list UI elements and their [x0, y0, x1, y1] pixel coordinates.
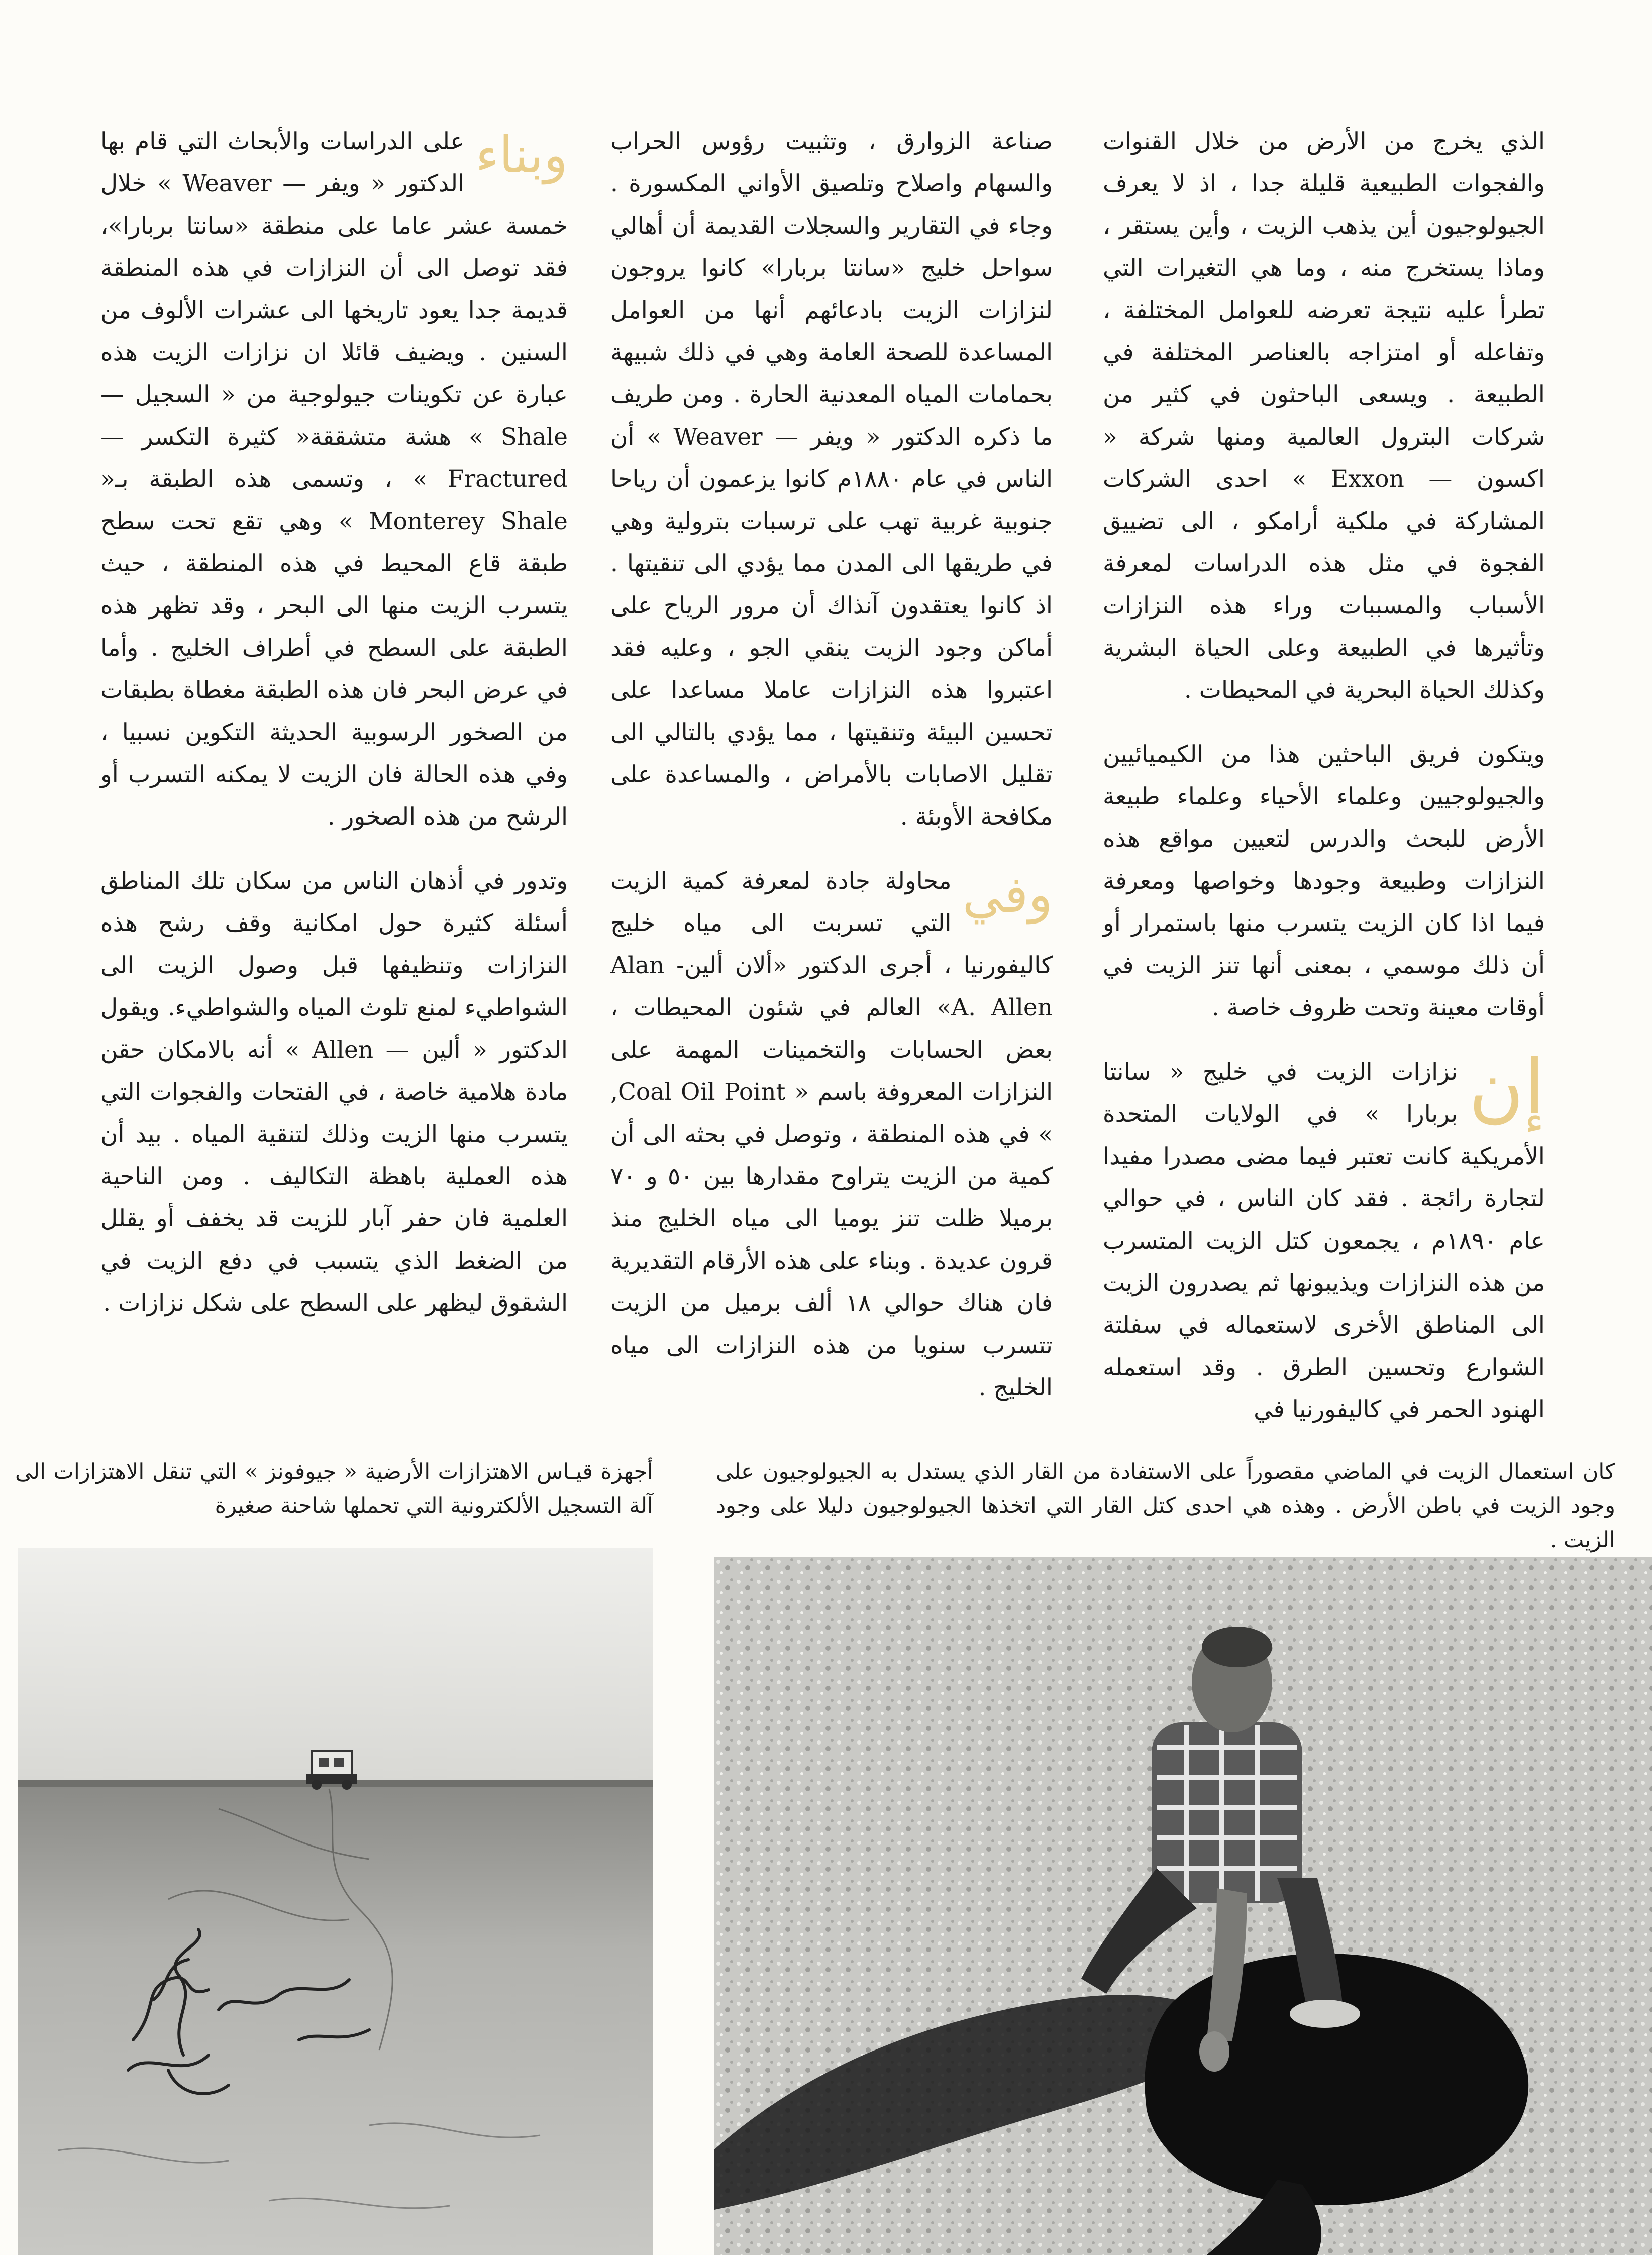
dropcap: وفي: [962, 865, 1053, 924]
dropcap: وبناء: [475, 126, 568, 184]
text-column-right: [1103, 121, 1545, 1423]
photo-tar-geologist: [714, 1557, 1652, 2255]
photo-desert-truck-image: [18, 1548, 653, 2255]
paragraph: وتدور في أذهان الناس من سكان تلك المناطق أسئلة كثيرة حول امكانية وقف رشح هذه النزازات وتنظيفها قبل وصول الزيت الى الشواطيء لمنع تلوث المياه والشواطيء. ويقول الدكتور « ألين — Allen » أنه بالامكان حقن مادة هلامية خاصة ، في الفتحات والفجوات التي يتسرب منها الزيت وذلك لتنقية المياه . بيد أن هذه العملية باهظة التكاليف . ومن الناحية العلمية فان حفر آبار للزيت قد يخفف أو يقلل من الضغط الذي يتسبب في دفع الزيت في الشقوق ليظهر على السطح على شكل نزازات .: [100, 867, 568, 1317]
paragraph-with-dropcap: [100, 121, 568, 838]
paragraph: الذي يخرج من الأرض من خلال القنوات والفجوات الطبيعية قليلة جدا ، اذ لا يعرف الجيولوجيون أين يذهب الزيت ، وأين يستقر ، وماذا يستخرج منه ، وما هي التغيرات التي تطرأ عليه نتيجة تعرضه للعوامل المختلفة ، وتفاعله أو امتزاجه بالعناصر المختلفة في الطبيعة . ويسعى الباحثون في كثير من شركات البترول العالمية ومنها شركة « اكسون — Exxon » احدى الشركات المشاركة في ملكية أرامكو ، الى تضييق الفجوة في مثل هذه الدراسات لمعرفة الأسباب والمسببات وراء هذه النزازات وتأثيرها في الطبيعة وعلى الحياة البشرية وكذلك الحياة البحرية في المحيطات .: [1103, 128, 1545, 704]
paragraph: ويتكون فريق الباحثين هذا من الكيميائيين والجيولوجيين وعلماء الأحياء وعلماء طبيعة الأرض للبحث والدرس لتعيين مواقع هذه النزازات وطبيعة وجودها وخواصها ومعرفة فيما اذا كان الزيت يتسرب منها باستمرار أو أن ذلك موسمي ، بمعنى أنها تنز الزيت في أوقات معينة وتحت ظروف خاصة .: [1103, 741, 1545, 1021]
paragraph-with-dropcap: [1103, 1044, 1545, 1431]
text-column-middle: [610, 121, 1053, 1401]
paragraph-text: محاولة جادة لمعرفة كمية الزيت التي تسربت الى مياه خليج كاليفورنيا ، أجرى الدكتور «ألان ألين- Alan A. Allen» العالم في شئون المحيطات ، بعض الحسابات والتخمينات المهمة على النزازات المعروفة باسم « Coal Oil Point, » في هذه المنطقة ، وتوصل في بحثه الى أن كمية من الزيت يتراوح مقدارها بين ٥٠ و ٧٠ برميلا ظلت تنز يوميا الى مياه الخليج منذ قرون عديدة . وبناء على هذه الأرقام التقديرية فان هناك حوالي ١٨ ألف برميل من الزيت تتسرب سنويا من هذه النزازات الى مياه الخليج .: [610, 867, 1053, 1401]
photo-caption-right: كان استعمال الزيت في الماضي مقصوراً على الاستفادة من القار الذي يستدل به الجيولوجيون على وجود الزيت في باطن الأرض . وهذه هي احدى كتل القار التي اتخذها الجيولوجيون دليلا على وجود الزيت .: [716, 1459, 1615, 1553]
paragraph-with-dropcap: [610, 860, 1053, 1409]
photo-tar-geologist-image: [714, 1557, 1652, 2255]
text-column-left: [100, 121, 568, 1377]
paragraph-text: نزازات الزيت في خليج « سانتا بربارا » في الولايات المتحدة الأمريكية كانت تعتبر فيما مضى مصدرا مفيدا لتجارة رائجة . فقد كان الناس ، في حوالي عام ١٨٩٠م ، يجمعون كتل الزيت المتسرب من هذه النزازات ويذيبونها ثم يصدرون الزيت الى المناطق الأخرى لاستعماله في سفلتة الشوارع وتحسين الطرق . وقد استعمله الهنود الحمر في كاليفورنيا في: [1103, 1058, 1545, 1423]
photo-caption-left: أجهزة قيـاس الاهتزازات الأرضية « جيوفونز » التي تنقل الاهتزازات الى آلة التسجيل الألكترونية التي تحملها شاحنة صغيرة: [15, 1459, 653, 1518]
photo-desert-truck: [18, 1548, 653, 2255]
paragraph-text: على الدراسات والأبحاث التي قام بها الدكتور « ويفر — Weaver » خلال خمسة عشر عاما على منطقة «سانتا بربارا»، فقد توصل الى أن النزازات في هذه المنطقة قديمة جدا يعود تاريخها الى عشرات الألوف من السنين . ويضيف قائلا ان نزازات الزيت هذه عبارة عن تكوينات جيولوجية من « السجيل — Shale » هشة متشققة« كثيرة التكسر — Fractured » ، وتسمى هذه الطبقة بـ« Monterey Shale » وهي تقع تحت سطح طبقة قاع المحيط في هذه المنطقة ، حيث يتسرب الزيت منها الى البحر ، وقد تظهر هذه الطبقة على السطح في أطراف الخليج . وأما في عرض البحر فان هذه الطبقة مغطاة بطبقات من الصخور الرسوبية الحديثة التكوين نسبيا ، وفي هذه الحالة فان الزيت لا يمكنه التسرب أو الرشح من هذه الصخور .: [100, 128, 568, 831]
paragraph: صناعة الزوارق ، وتثبيت رؤوس الحراب والسهام واصلاح وتلصيق الأواني المكسورة . وجاء في التقارير والسجلات القديمة أن أهالي سواحل خليج «سانتا بربارا» كانوا يروجون لنزازات الزيت بادعائهم أنها من العوامل المساعدة للصحة العامة وهي في ذلك شبيهة بحمامات المياه المعدنية الحارة . ومن طريف ما ذكره الدكتور « ويفر — Weaver » أن الناس في عام ١٨٨٠م كانوا يزعمون أن رياحا جنوبية غربية تهب على ترسبات بترولية وهي في طريقها الى المدن مما يؤدي الى تنقيتها . اذ كانوا يعتقدون آنذاك أن مرور الرياح على أماكن وجود الزيت ينقي الجو ، وعليه فقد اعتبروا هذه النزازات عاملا مساعدا على تحسين البيئة وتنقيتها ، مما يؤدي بالتالي الى تقليل الاصابات بالأمراض ، والمساعدة على مكافحة الأوبئة .: [610, 128, 1053, 831]
dropcap: إن: [1469, 1044, 1545, 1132]
